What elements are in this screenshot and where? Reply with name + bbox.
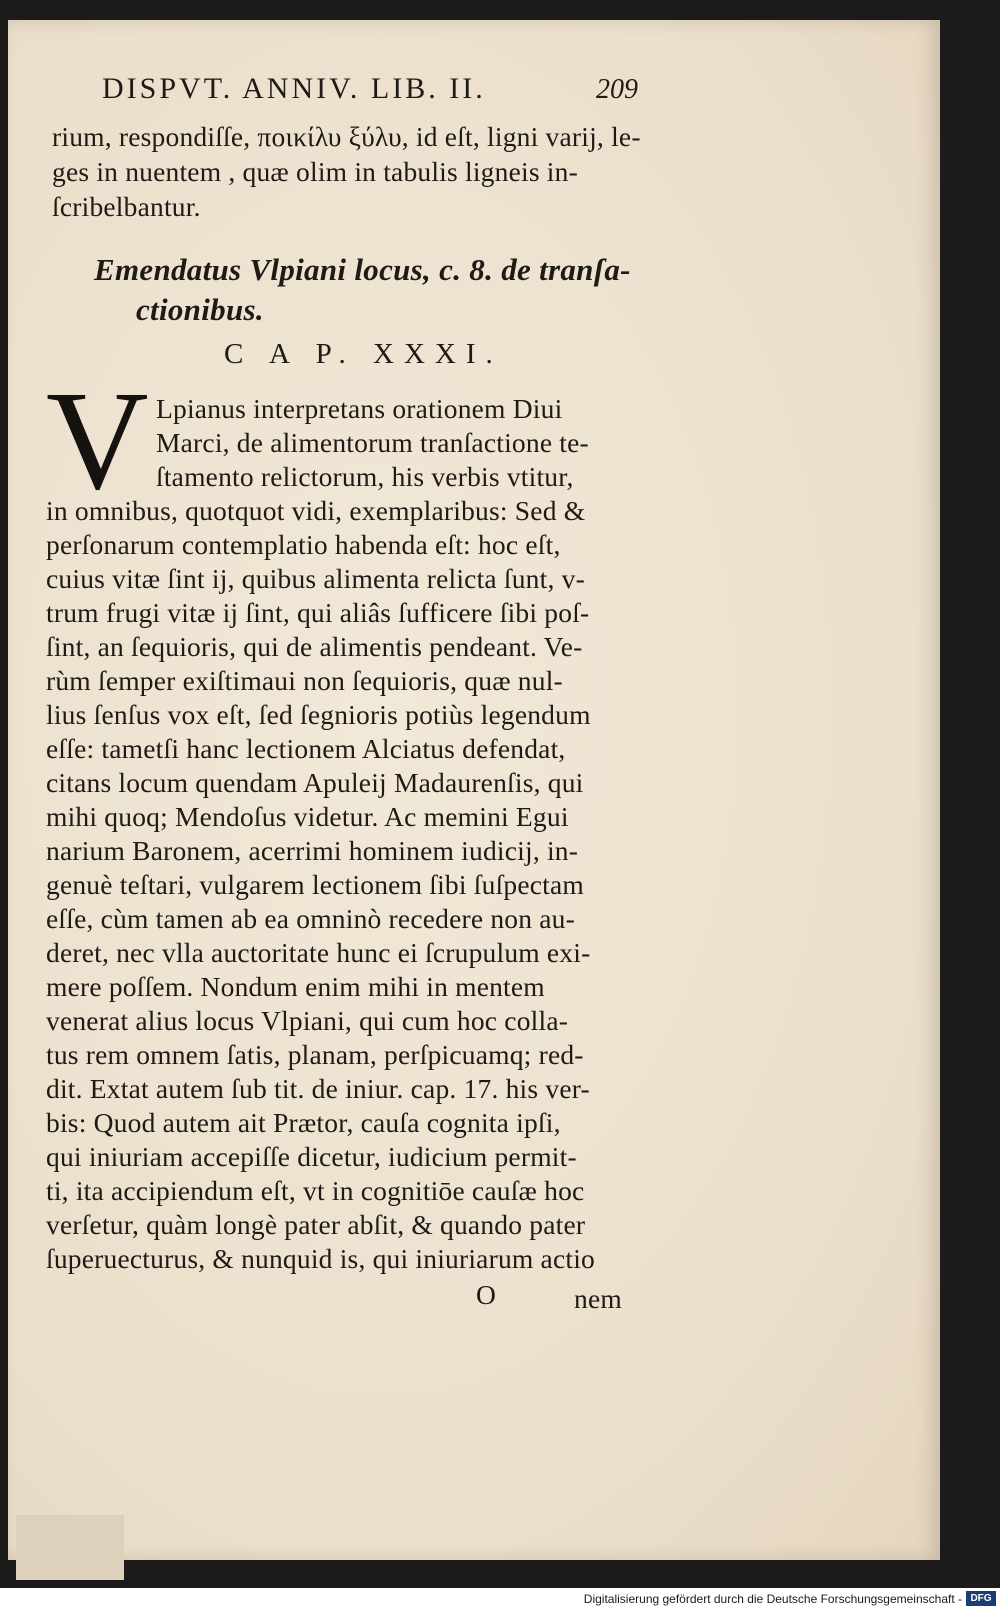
body-line: ſint, an ſequioris, qui de alimentis pendeant. Ve- xyxy=(46,631,583,662)
body-line: tus rem omnem ſatis, planam, perſpicuamq; red- xyxy=(46,1039,584,1070)
book-page xyxy=(8,20,940,1560)
body-line: qui iniuriam accepiſſe dicetur, iudicium permit- xyxy=(46,1141,577,1172)
body-line: lius ſenſus vox eſt, ſed ſegnioris potiùs legendum xyxy=(46,699,591,730)
body-line: eſſe, cùm tamen ab ea omninò recedere non au- xyxy=(46,903,575,934)
chapter-number: C A P. XXXI. xyxy=(224,338,503,370)
body-line: deret, nec vlla auctoritate hunc ei ſcrupulum exi- xyxy=(46,937,591,968)
running-title: DISPVT. ANNIV. LIB. II. xyxy=(102,72,486,105)
continuation-line: ſcribelbantur. xyxy=(52,191,201,222)
body-line: trum frugi vitæ ij ſint, qui aliâs ſufficere ſibi poſ- xyxy=(46,597,590,628)
footer-credit: Digitalisierung gefördert durch die Deutsche Forschungsgemeinschaft - xyxy=(583,1592,962,1606)
body-line: ti, ita accipiendum eſt, vt in cognitiōe cauſæ hoc xyxy=(46,1175,585,1206)
body-line: cuius vitæ ſint ij, quibus alimenta relicta ſunt, v- xyxy=(46,563,585,594)
continuation-line: ges in nuentem , quæ olim in tabulis ligneis in- xyxy=(52,156,578,187)
page-text xyxy=(8,20,940,1560)
body-line: dit. Extat autem ſub tit. de iniur. cap. 17. his ver- xyxy=(46,1073,590,1104)
body-line: eſſe: tametſi hanc lectionem Alciatus defendat, xyxy=(46,733,566,764)
body-line: ſtamento relictorum, his verbis vtitur, xyxy=(156,461,574,492)
body-line: ſuperuecturus, & nunquid is, qui iniuriarum actio xyxy=(46,1243,596,1274)
section-heading-line: Emendatus Vlpiani locus, c. 8. de tranſa- xyxy=(94,252,631,287)
body-line: perſonarum contemplatio habenda eſt: hoc eſt, xyxy=(46,529,561,560)
body-line: verſetur, quàm longè pater abſit, & quando pater xyxy=(46,1209,586,1240)
drop-initial: V xyxy=(46,361,149,519)
body-line: Marci, de alimentorum tranſactione te- xyxy=(156,427,589,458)
body-line: bis: Quod autem ait Prætor, cauſa cognita ipſi, xyxy=(46,1107,561,1138)
digitization-footer xyxy=(0,1588,1000,1611)
catchword: nem xyxy=(574,1283,622,1314)
body-line: mere poſſem. Nondum enim mihi in mentem xyxy=(46,971,545,1002)
body-line: in omnibus, quotquot vidi, exemplaribus: Sed & xyxy=(46,495,586,526)
body-line: narium Baronem, acerrimi hominem iudicij, in- xyxy=(46,835,579,866)
page-number: 209 xyxy=(596,74,638,105)
section-heading-line: ctionibus. xyxy=(136,292,264,327)
signature-mark: O xyxy=(476,1279,497,1310)
continuation-line: rium, respondiſſe, ποικίλυ ξύλυ, id eſt, ligni varij, le- xyxy=(52,121,641,152)
body-line: mihi quoq; Mendoſus videtur. Ac memini Egui xyxy=(46,801,569,832)
dfg-logo: DFG xyxy=(966,1591,996,1606)
body-line: rùm ſemper exiſtimaui non ſequioris, quæ nul- xyxy=(46,665,563,696)
body-line: genuè teſtari, vulgarem lectionem ſibi ſuſpectam xyxy=(46,869,585,900)
body-line: Lpianus interpretans orationem Diui xyxy=(156,393,563,424)
body-line: citans locum quendam Apuleij Madaurenſis, qui xyxy=(46,767,584,798)
body-line: venerat alius locus Vlpiani, qui cum hoc colla- xyxy=(46,1005,569,1036)
